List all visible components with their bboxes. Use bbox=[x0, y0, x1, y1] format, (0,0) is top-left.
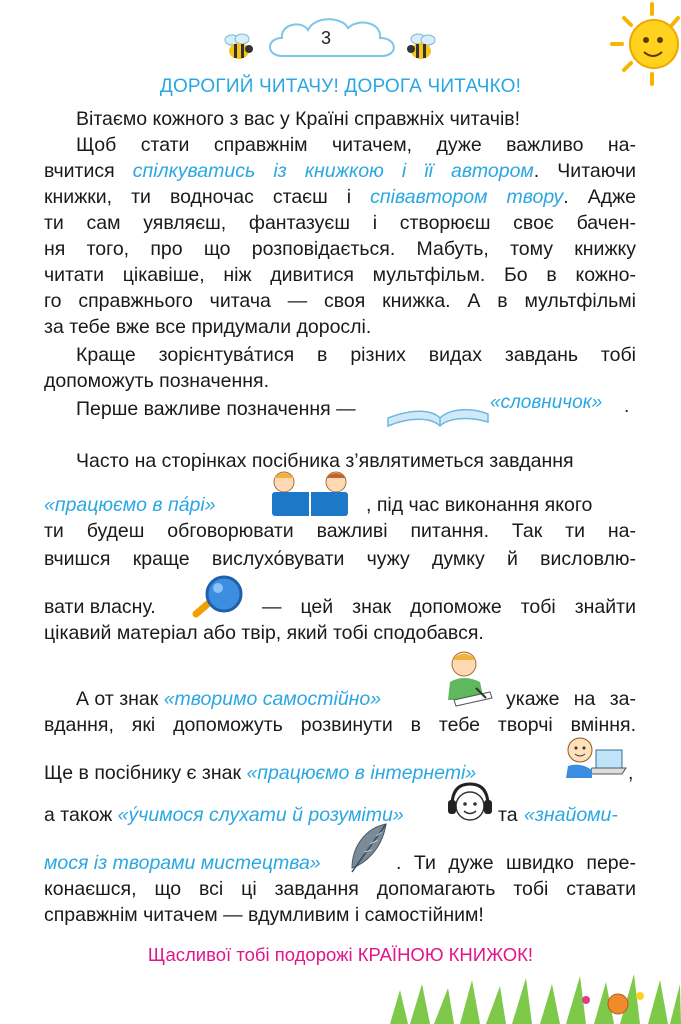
highlight-text: «словничок» bbox=[490, 392, 603, 413]
page: 3 ДОРОГИЙ ЧИТАЧУ! ДОРОГА ЧИТАЧКО! Вітаємо кожного з вас у Країні справжніх читачів! Щоб стати справжнім читачем, дуже важливо на- вчитися спілкуватись із книжкою і її автором. Читаючи книжки, ти водночас стаєш і співавтором твору. Адже ти сам уявляєш, фантазуєш і створюєш своє бачен- ня того, про що розповідається. Мабуть, тому книжку читати цікавіше, ніж дивитися мультфільм. Бо в кожно- го справжнього читача — своя книжка. А в мультфільмі за тебе вже все придумали дорослі. Краще зорієнтува́тися в різних видах завдань тобі допоможуть позначення. Перше важливе позначення — «словничок» . Часто на сторінках посібника з’являтиметься завдання «працюємо в па́рі» , під час виконання якого ти будеш обговорювати важливі питання. Так ти на- вчишся краще вислухо́вувати чужу думку й висловлю- вати власну. — цей знак допоможе тобі знайти цікавий матеріал або твір, який тобі сподобався. А от знак «творимо самостійно» укаже на за- вдання, які допоможуть розвинути в тебе творчі вміння. Ще в посібнику є знак «працюємо в інтернеті» , а також «у́чимося слухати й розуміти» та «знайоми- мося із творами мистецтва» . Ти дуже швидко пере- конаєшся, що всі ці завдання допомагають тобі ставати справжнім читачем — вдумливим і самостійним! Щасливої тобі подорожі КРАЇНОЮ КНИЖОК! bbox=[0, 0, 681, 1024]
page-number: 3 bbox=[320, 28, 331, 48]
text-line: цікавий матеріал або твір, який тобі сподобався. bbox=[44, 622, 484, 644]
text-line: читати цікавіше, ніж дивитися мультфільм. Бо в кожно- bbox=[44, 264, 636, 286]
text-line: Краще зорієнтува́тися в різних видах завдань тобі bbox=[76, 344, 636, 366]
highlight-text: «працюємо в па́рі» bbox=[44, 494, 216, 516]
text-line: Вітаємо кожного з вас у Країні справжніх читачів! bbox=[76, 108, 521, 130]
text-line: Часто на сторінках посібника з’являтиметься завдання bbox=[76, 450, 574, 472]
text-line: книжки, ти водночас стаєш і співавтором твору. Адже bbox=[44, 186, 637, 208]
highlight-text: «у́чимося слухати й розуміти» bbox=[117, 804, 404, 826]
text-line: ня того, про що розповідається. Мабуть, тому книжку bbox=[44, 238, 636, 260]
text-line: а також «у́чимося слухати й розуміти» bbox=[44, 804, 404, 826]
text-line: справжнім читачем — вдумливим і самостійним! bbox=[44, 904, 484, 926]
highlight-text: спілкуватись із книжкою і її автором bbox=[132, 160, 534, 182]
text-line: вдання, які допоможуть розвинути в тебе творчі вміння. bbox=[44, 714, 636, 736]
text-line: вчишся краще вислухо́вувати чужу думку й висловлю- bbox=[44, 548, 636, 570]
highlight-text: мося із творами мистецтва» bbox=[44, 852, 321, 874]
highlight-text: «працюємо в інтернеті» bbox=[246, 762, 477, 784]
writing-child-icon bbox=[440, 648, 496, 708]
text-line: вати власну. bbox=[44, 596, 156, 618]
text-line: ти будеш обговорювати важливі питання. Так ти на- bbox=[44, 520, 636, 542]
text-line: Ще в посібнику є знак «працюємо в інтернеті» bbox=[44, 762, 477, 784]
text-line: Перше важливе позначення — bbox=[76, 398, 356, 420]
headphones-icon bbox=[446, 780, 494, 826]
highlight-text: «знайоми- bbox=[524, 804, 618, 826]
footer-wish: Щасливої тобі подорожі КРАЇНОЮ КНИЖОК! bbox=[147, 944, 534, 965]
reading-kids-icon bbox=[262, 468, 358, 520]
grass-decoration bbox=[390, 960, 681, 1024]
text-line: ти сам уявляєш, фантазуєш і створюєш своє бачен- bbox=[44, 212, 636, 234]
laptop-child-icon bbox=[562, 734, 628, 782]
magnifier-icon bbox=[186, 574, 250, 620]
page-title: ДОРОГИЙ ЧИТАЧУ! ДОРОГА ЧИТАЧКО! bbox=[159, 76, 522, 97]
text-line: конаєшся, що всі ці завдання допомагають тобі ставати bbox=[44, 878, 636, 900]
text-line: вчитися спілкуватись із книжкою і її автором. Читаючи bbox=[44, 160, 636, 182]
text-line: допоможуть позначення. bbox=[44, 370, 270, 392]
text-line: Щоб стати справжнім читачем, дуже важливо на- bbox=[76, 134, 636, 156]
text-line: А от знак «творимо самостійно» bbox=[76, 688, 382, 710]
text-line: за тебе вже все придумали дорослі. bbox=[44, 316, 372, 338]
text-line: го справжнього читача — своя книжка. А в мультфільмі bbox=[44, 290, 636, 312]
feather-icon bbox=[346, 820, 392, 876]
bee-icon bbox=[404, 32, 438, 62]
bee-icon bbox=[222, 32, 256, 62]
highlight-text: співавтором твору bbox=[370, 186, 564, 208]
open-book-icon bbox=[384, 388, 492, 428]
highlight-text: «творимо самостійно» bbox=[163, 688, 382, 710]
